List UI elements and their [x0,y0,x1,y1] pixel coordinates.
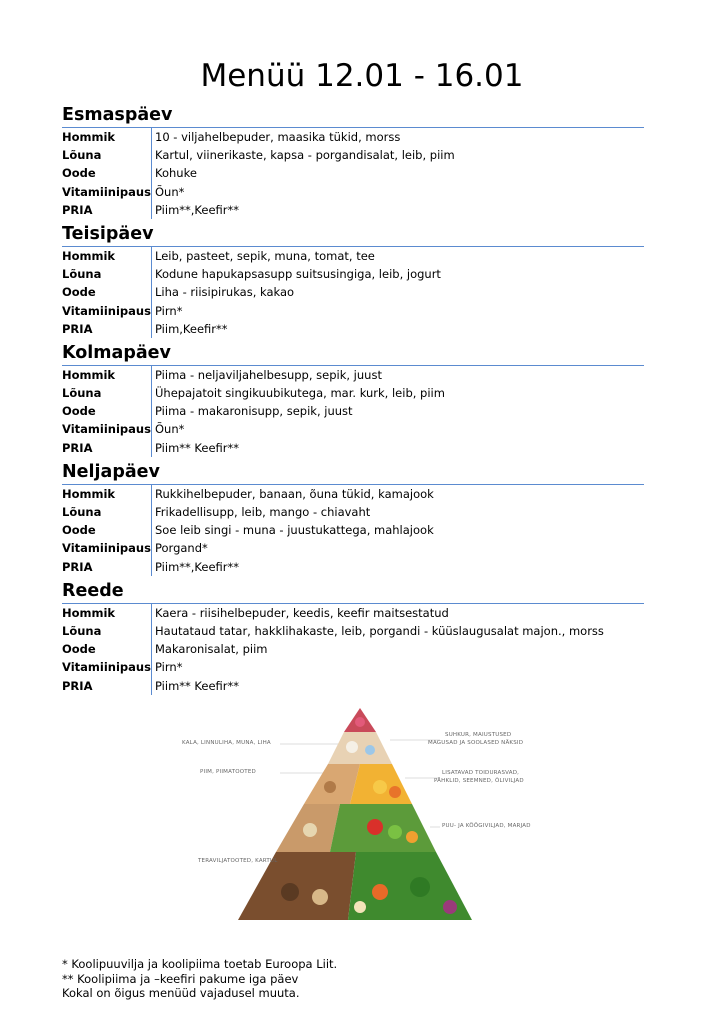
meal-value: 10 - viljahelbepuder, maasika tükid, morss [155,130,401,144]
meal-label: Oode [62,521,152,539]
meal-value: Piim,Keefir** [155,321,228,336]
meal-row [62,558,644,576]
pyramid-label-dairy: PIIM, PIIMATOOTED [200,769,256,775]
meal-row [62,640,644,658]
meal-value: Piim**,Keefir** [155,202,240,217]
meal-row [62,302,644,320]
meal-row [62,622,644,640]
meal-label: Hommik [62,604,152,622]
page-title: Menüü 12.01 - 16.01 [200,58,524,94]
day-section-friday [62,580,644,695]
meal-label: PRIA [62,439,152,457]
meal-value: Piim** Keefir** [155,440,240,455]
food-pyramid-image [180,702,540,928]
meal-row [62,677,644,695]
pyramid-label-sweets-2: MAGUSAD JA SOOLASED NÄKSID [428,740,524,746]
meal-label: Lõuna [62,265,152,283]
footer-note: ** Koolipiima ja –keefiri pakume iga päev [62,971,299,986]
pyramid-label-sweets-1: SUHKUR, MAIUSTUSED [445,732,512,738]
footer-note: Kokal on õigus menüüd vajadusel muuta. [62,986,300,1000]
meal-label: Oode [62,640,152,658]
meal-label: PRIA [62,677,152,695]
meal-label: Hommik [62,128,152,146]
meal-row [62,485,644,503]
meal-label: Vitamiinipaus [62,420,152,438]
meal-row [62,247,644,265]
meal-row [62,366,644,384]
meal-row [62,164,644,182]
meal-row [62,146,644,164]
meal-value: Piima - neljaviljahelbesupp, sepik, juust [155,367,382,382]
meal-value: Pirn* [155,660,183,675]
meal-label: Lõuna [62,622,152,640]
meal-label: PRIA [62,558,152,576]
meal-row [62,320,644,338]
meal-value: Õun* [155,184,185,199]
meal-label: PRIA [62,320,152,338]
meal-row [62,265,644,283]
meal-value: Kohuke [155,166,197,181]
meal-label: Lõuna [62,503,152,521]
meal-label: Vitamiinipaus [62,183,152,201]
meal-row [62,283,644,301]
meal-row [62,201,644,219]
meal-label: Oode [62,283,152,301]
meal-row [62,128,644,146]
meal-label: Lõuna [62,384,152,402]
pyramid-label-fruit: PUU- JA KÖÖGIVILJAD, MARJAD [442,823,531,829]
meal-value: Rukkihelbepuder, banaan, õuna tükid, kamajook [155,486,434,501]
meal-value: Soe leib singi - muna - juustukattega, mahlajook [155,523,434,538]
meal-row [62,420,644,438]
meal-label: PRIA [62,201,152,219]
day-name: Kolmapäev [62,342,644,366]
footer-notes [62,957,337,1001]
day-name: Teisipäev [62,223,644,247]
meal-value: Makaronisalat, piim [155,642,268,657]
meal-label: Hommik [62,366,152,384]
meal-value: Kartul, viinerikaste, kapsa - porgandisalat, leib, piim [155,148,455,163]
pyramid-label-fats-2: PÄHKLID, SEEMNED, ÕLIVILJAD [434,778,524,784]
meal-value: Pirn* [155,303,183,318]
meal-value: Porgand* [155,541,208,556]
pyramid-label-meat: KALA, LINNULIHA, MUNA, LIHA [182,740,271,746]
meal-row [62,658,644,676]
day-name: Neljapäev [62,461,644,485]
day-section-thursday [62,461,644,576]
meal-label: Hommik [62,247,152,265]
meal-label: Vitamiinipaus [62,539,152,557]
meal-row [62,521,644,539]
day-section-monday [62,104,644,219]
meal-value: Kodune hapukapsasupp suitsusingiga, leib, jogurt [155,267,441,282]
meal-row [62,503,644,521]
meal-label: Oode [62,164,152,182]
meal-value: Leib, pasteet, sepik, muna, tomat, tee [155,248,375,263]
footer-note: * Koolipuuvilja ja koolipiima toetab Euroopa Liit. [62,957,338,971]
meal-label: Lõuna [62,146,152,164]
meal-value: Piim**,Keefir** [155,559,240,574]
day-section-tuesday [62,223,644,338]
day-name: Reede [62,580,644,604]
pyramid-label-fats-1: LISATAVAD TOIDURASVAD, [442,770,520,776]
meal-row [62,439,644,457]
meal-value: Piim** Keefir** [155,678,240,693]
meal-row [62,604,644,622]
meal-row [62,384,644,402]
meal-row [62,183,644,201]
menu-content [62,104,644,699]
meal-row [62,402,644,420]
meal-value: Ühepajatoit singikuubikutega, mar. kurk, leib, piim [155,386,445,401]
meal-value: Hautataud tatar, hakklihakaste, leib, porgandi - küüslaugusalat majon., morss [155,623,604,638]
meal-label: Hommik [62,485,152,503]
day-section-wednesday [62,342,644,457]
day-name: Esmaspäev [62,104,644,128]
meal-value: Kaera - riisihelbepuder, keedis, keefir maitsestatud [155,605,449,620]
meal-row [62,539,644,557]
meal-value: Õun* [155,422,185,437]
meal-label: Vitamiinipaus [62,658,152,676]
meal-label: Oode [62,402,152,420]
meal-value: Frikadellisupp, leib, mango - chiavaht [155,505,371,519]
meal-label: Vitamiinipaus [62,302,152,320]
pyramid-label-grains: TERAVILJATOOTED, KARTUL [198,858,278,864]
meal-value: Liha - riisipirukas, kakao [155,285,295,300]
meal-value: Piima - makaronisupp, sepik, juust [155,404,353,419]
